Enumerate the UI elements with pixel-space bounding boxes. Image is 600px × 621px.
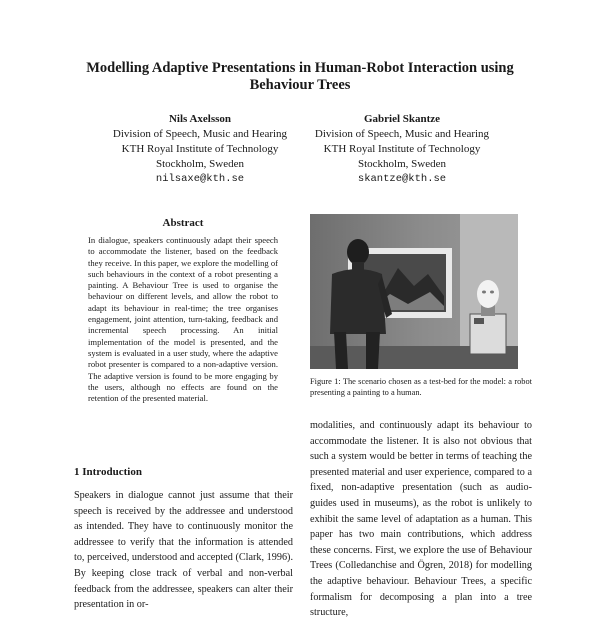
author-location: Stockholm, Sweden [358, 158, 446, 170]
author-email[interactable]: skantze@kth.se [357, 173, 447, 185]
author-name: Nils Axelsson [168, 113, 232, 125]
author-affiliation: Division of Speech, Music and Hearing [314, 128, 490, 140]
author-block-2 [302, 112, 502, 187]
abstract-text: In dialogue, speakers continuously adapt their speech to accommodate the listener, based on the feedback they receive. In this paper, we explore the modelling of such behaviours in the context of a robot presenting a painting. A Behaviour Tree is used to organise the behaviour on different levels, and allow the robot to adapt its behaviour in real-time; the tree organises engagement, joint attention, turn-taking, feedback and incremental speech processing. An initial implementation of the model is presented, and the system is evaluated in a user study, where the adaptive robot presenter is compared to a non-adaptive version. The adaptive version is found to be more engaging by the users, although no effects are found on the retention of the presented material. [88, 235, 278, 404]
author-location: Stockholm, Sweden [156, 158, 244, 170]
author-affiliation: Division of Speech, Music and Hearing [112, 128, 288, 140]
introduction-text: Speakers in dialogue cannot just assume that their speech is received by the addressee and understood as intended. They have to continuously monitor the addressee to verify that the information is attended to, perceived, understood and accepted (Clark, 1996). By keeping close track of verbal and non-verbal feedback from the addressee, speakers can alter their presentation in or- [74, 490, 293, 611]
abstract-heading: Abstract [162, 217, 204, 229]
right-column-text: modalities, and continuously adapt its behaviour to accommodate the listener. It is also not obvious that such a system would be better in terms of teaching the presented material and user experience, compared to a fixed, non-adaptive presentation (such as audio-guides used in museums), as the robot is unlikely to exhibit the same level of adaptation as a human. This paper has two main contributions, which address these concerns. First, we explore the use of Behaviour Trees (Colledanchise and Ögren, 2018) for modelling the adaptive behaviour. Behaviour Trees, a specific formalism for decomposing a plan into a tree structure, [310, 420, 532, 619]
author-institution: KTH Royal Institute of Technology [323, 143, 481, 155]
author-email[interactable]: nilsaxe@kth.se [155, 173, 245, 185]
figure-illustration [310, 214, 518, 369]
author-institution: KTH Royal Institute of Technology [121, 143, 279, 155]
introduction-heading: 1 Introduction [74, 466, 142, 478]
author-name: Gabriel Skantze [363, 113, 441, 125]
figure-photo [310, 214, 518, 369]
paper-title: Modelling Adaptive Presentations in Human-Robot Interaction using Behaviour Trees [86, 60, 514, 93]
author-block-1 [95, 112, 305, 187]
figure-caption: Figure 1: The scenario chosen as a test-bed for the model: a robot presenting a painting to a human. [310, 377, 532, 397]
